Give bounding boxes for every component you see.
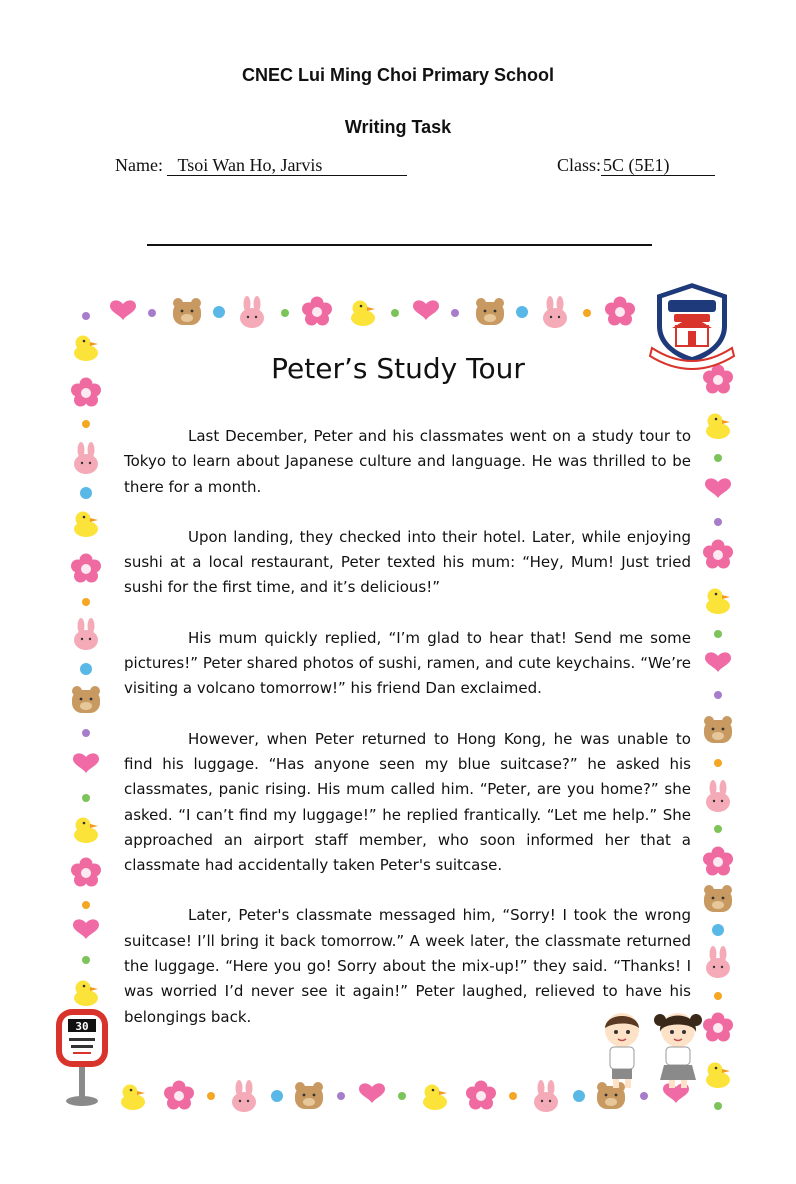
border-top: [82, 296, 635, 328]
story-title: Peter’s Study Tour: [271, 352, 525, 385]
class-label: Class:: [557, 155, 602, 175]
paragraph: His mum quickly replied, “I’m glad to hear that! Send me some pictures!” Peter shared photos of sushi, ramen, and cute keychains. “We’re visiting a volcano tomorrow!” his friend Dan exclaimed.: [124, 628, 691, 698]
paragraph: Last December, Peter and his classmates went on a study tour to Tokyo to learn about Japanese culture and language. He was thrilled to be there for a month.: [124, 427, 691, 496]
name-value: Tsoi Wan Ho, Jarvis: [167, 155, 407, 176]
bus-stop-sign-illustration: [52, 1005, 112, 1109]
bus-route-number: 30: [75, 1020, 89, 1033]
name-label: Name:: [115, 155, 163, 175]
paragraph: Upon landing, they checked into their hotel. Later, while enjoying sushi at a local restaurant, Peter texted his mum: “Hey, Mum! Just tried sushi for the first time, and it’s delicious!”: [124, 527, 691, 597]
border-left: [71, 336, 101, 1007]
story-body: [124, 424, 691, 1055]
paragraph: However, when Peter returned to Hong Kong, he was unable to find his luggage. “Has anyone seen my blue suitcase?” he asked his classmates, panic rising. His mum called him. “Peter, are you home?” she asked. “I can’t find my luggage!” he replied frantically. “Let me help.” She approached an airport staff member, who soon informed her that a classmate had accidentally taken Peter's suitcase.: [124, 729, 691, 875]
class-value: 5C (5E1): [601, 155, 715, 176]
school-name: CNEC Lui Ming Choi Primary School: [241, 65, 555, 85]
paragraph: Later, Peter's classmate messaged him, “Sorry! I took the wrong suitcase! I’ll bring it back tomorrow.” A week later, the classmate returned the luggage. “Here you go! Sorry about the mix-up!” they said. “Thanks! I was worried I’d never see it again!” Peter laughed, relieved to have his belongings back.: [124, 906, 691, 1026]
task-title: Writing Task: [344, 117, 452, 137]
border-right: [703, 365, 733, 1111]
children-illustration: [596, 1010, 708, 1092]
